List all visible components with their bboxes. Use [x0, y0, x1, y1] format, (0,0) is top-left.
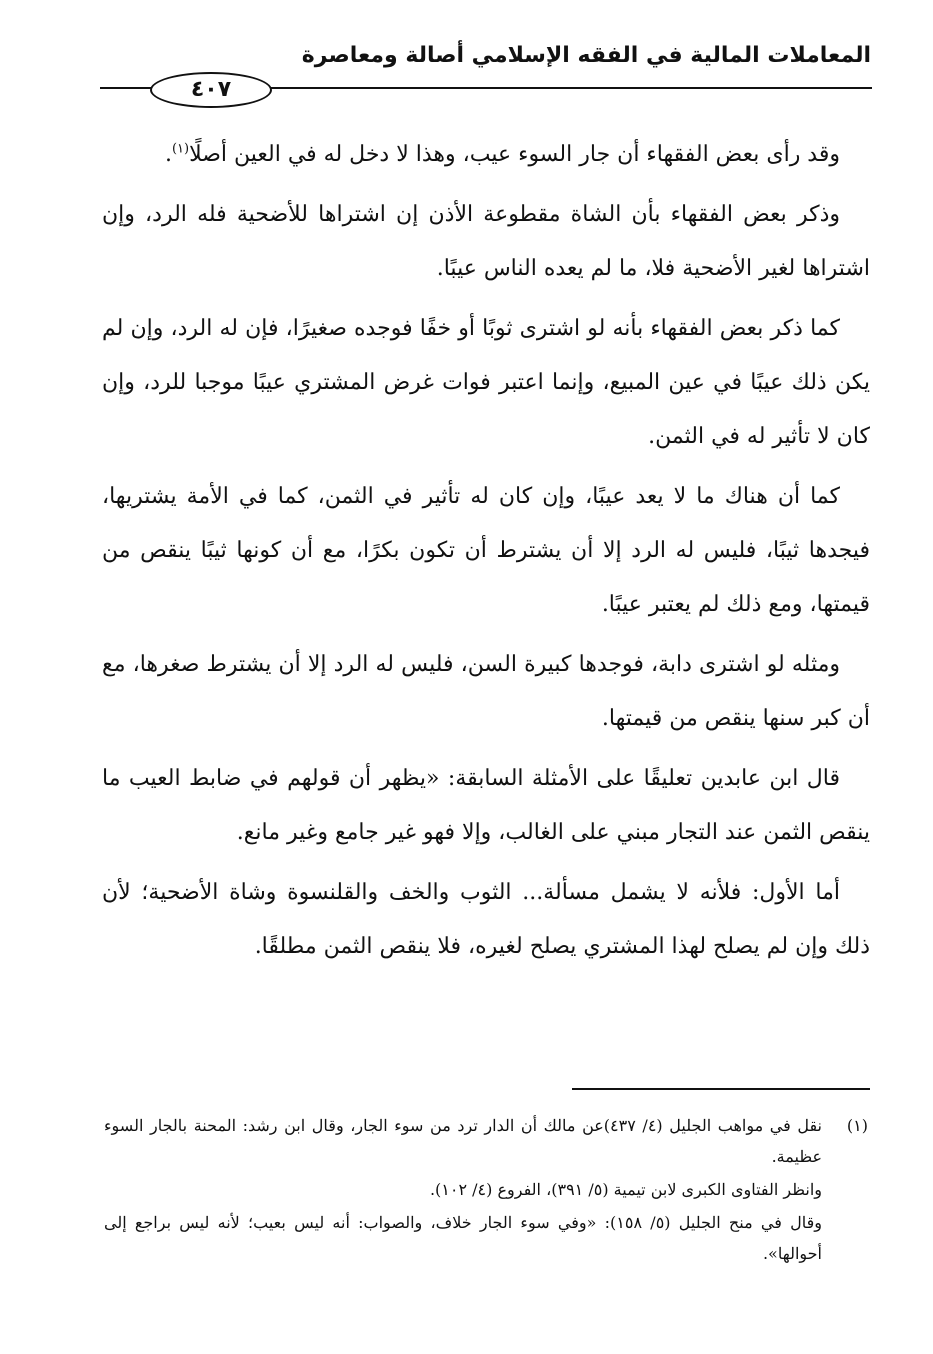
paragraph-text: وقد رأى بعض الفقهاء أن جار السوء عيب، وهذا لا دخل له في العين أصلًا [189, 142, 840, 167]
footnote-text: نقل في مواهب الجليل (٤/ ٤٣٧)عن مالك أن الدار ترد من سوء الجار، وقال ابن رشد: المحنة بالجار السوء عظيمة. [104, 1116, 822, 1166]
footnote [104, 1207, 868, 1269]
paragraph [102, 128, 870, 182]
paragraph: قال ابن عابدين تعليقًا على الأمثلة السابقة: «يظهر أن قولهم في ضابط العيب ما ينقص الثمن عند التجار مبني على الغالب، وإلا فهو غير جامع وغير مانع. [102, 766, 870, 845]
footnote [104, 1110, 868, 1172]
footnote-text: وقال في منح الجليل (٥/ ١٥٨): «وفي سوء الجار خلاف، والصواب: أنه ليس بعيب؛ لأنه ليس براجع إلى أحوالها». [104, 1213, 822, 1263]
footnote-text: وانظر الفتاوى الكبرى لابن تيمية (٥/ ٣٩١)، الفروع (٤/ ١٠٢). [429, 1180, 822, 1199]
footnote-separator [572, 1088, 870, 1090]
paragraph-end: . [164, 142, 172, 167]
paragraph: ومثله لو اشترى دابة، فوجدها كبيرة السن، فليس له الرد إلا أن يشترط صغرها، مع أن كبر سنها ينقص من قيمتها. [102, 652, 870, 731]
paragraph: أما الأول: فلأنه لا يشمل مسألة... الثوب والخف والقلنسوة وشاة الأضحية؛ لأن ذلك وإن لم يصلح لهذا المشتري يصلح لغيره، فلا ينقص الثمن مطلقًا. [102, 880, 870, 959]
paragraph: كما أن هناك ما لا يعد عيبًا، وإن كان له تأثير في الثمن، كما في الأمة يشتريها، فيجدها ثيبًا، فليس له الرد إلا أن يشترط أن تكون بكرًا، مع أن كونها ثيبًا ينقص من قيمتها، ومع ذلك لم يعتبر عيبًا. [102, 484, 870, 617]
footnote-reference: (١) [171, 141, 190, 157]
footnote [104, 1174, 868, 1205]
footnotes [104, 1110, 868, 1271]
footnote-marker: (١) [846, 1116, 868, 1135]
page-number: ٤٠٧ [150, 72, 272, 108]
running-header-title: المعاملات المالية في الفقه الإسلامي أصالة ومعاصرة [301, 43, 871, 68]
paragraph: كما ذكر بعض الفقهاء بأنه لو اشترى ثوبًا أو خفًا فوجده صغيرًا، فإن له الرد، وإن لم يكن ذلك عيبًا في عين المبيع، وإنما اعتبر فوات غرض المشتري عيبًا موجبا للرد، وإن كان لا تأثير له في الثمن. [102, 316, 870, 449]
paragraph: وذكر بعض الفقهاء بأن الشاة مقطوعة الأذن إن اشتراها للأضحية فله الرد، وإن اشتراها لغير الأضحية فلا، ما لم يعده الناس عيبًا. [102, 202, 870, 281]
main-text [102, 128, 870, 980]
